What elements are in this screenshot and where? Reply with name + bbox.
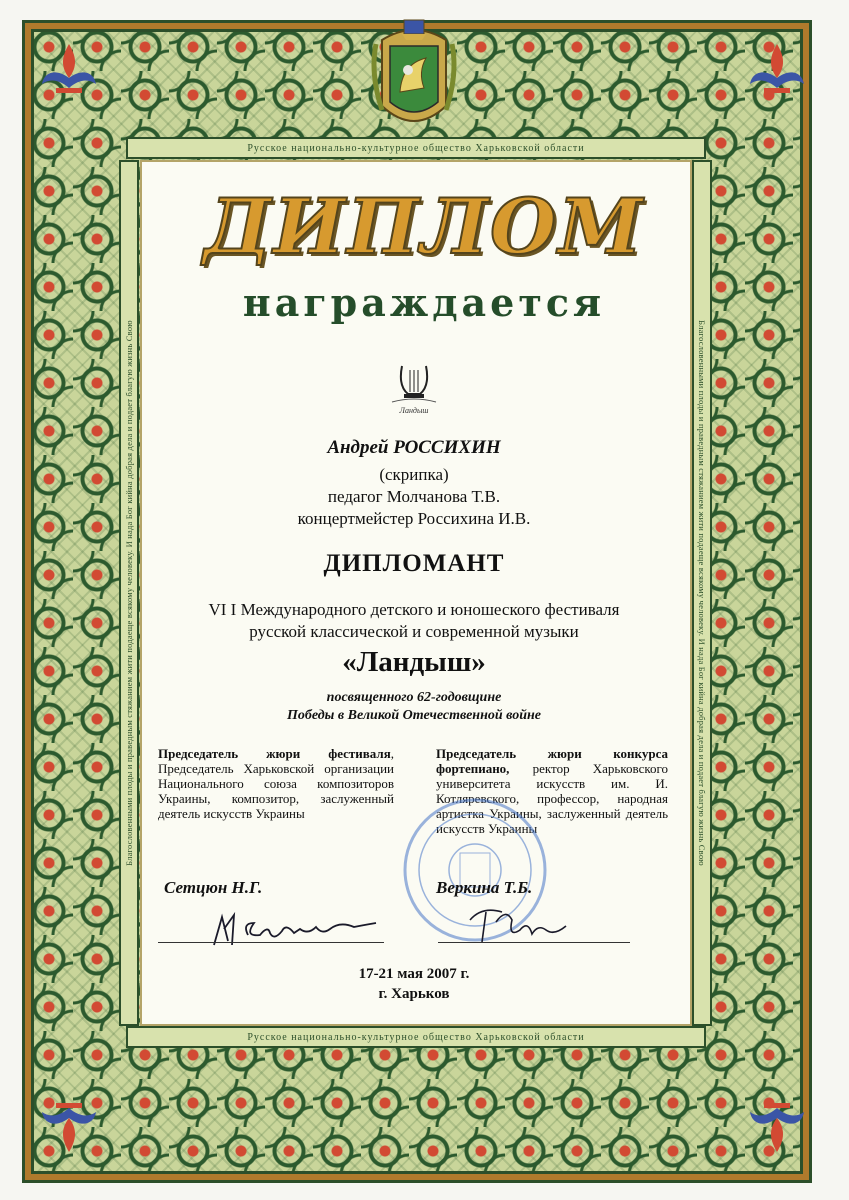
jury-left-block: Председатель жюри фестиваля, Председатель Харьковской организации Национального союза композиторов Украины, композитор, заслуженный деятель искусств Украины (158, 746, 394, 821)
fleur-de-lis-icon (742, 1088, 812, 1158)
frame-right-band (692, 160, 712, 1026)
dedication-line-2: Победы в Великой Отечественной войне (287, 708, 541, 723)
handwritten-signature-left (204, 905, 380, 951)
frame-bottom-band (126, 1026, 706, 1048)
frame-right-band-text: Благословенными плоды и праведным стяжанием жити подаеще всякому человеку. И нада Бог кийна добрая дела и подает благую жизнь Свою (697, 320, 707, 866)
festival-name: «Ландыш» (342, 646, 486, 678)
frame-top-band (126, 137, 706, 159)
fleur-de-lis-icon (34, 38, 104, 108)
dedication-line-1: посвященного 62-годовщине (326, 690, 502, 705)
diploma-subtitle: награждается (242, 280, 606, 325)
recipient-instrument: (скрипка) (379, 465, 449, 484)
signatory-left-name: Сетцюн Н.Г. (164, 878, 263, 897)
frame-left-band-text: Благословенными плоды и праведным стяжанием жити подаеще всякому человеку. И нада Бог кийна добрая дела и подает благую жизнь Свою (124, 320, 134, 866)
festival-line-2: русской классической и современной музыки (249, 622, 579, 641)
frame-bottom-band-text: Русское национально-культурное общество Харьковской области (247, 1031, 585, 1043)
event-date: 17-21 мая 2007 г. (358, 966, 470, 982)
coat-of-arms-icon (368, 14, 460, 138)
recipient-name: Андрей РОССИХИН (327, 437, 501, 458)
fleur-de-lis-icon (34, 1088, 104, 1158)
signature-line-left (158, 942, 384, 943)
frame-left-band (119, 160, 139, 1026)
jury-left-title: Председатель жюри фестиваля (158, 746, 391, 761)
accompanist-line: концертмейстер Россихина И.В. (297, 509, 531, 528)
jury-right-title: Председатель жюри конкурса фортепиано, (436, 746, 668, 776)
festival-line-1: VI I Международного детского и юношеского фестиваля (208, 600, 620, 619)
signatory-right-name: Веркина Т.Б. (436, 878, 533, 897)
signature-line-right (438, 942, 630, 943)
lyre-logo-icon (384, 358, 444, 416)
event-place: г. Харьков (378, 986, 450, 1002)
teacher-line: педагог Молчанова Т.В. (327, 487, 501, 506)
jury-left-text: Председатель Харьковской организации Национального союза композиторов Украины, композитор, заслуженный деятель искусств Украины (158, 761, 394, 821)
award-title: ДИПЛОМАНТ (323, 550, 505, 577)
frame-top-band-text: Русское национально-культурное общество Харьковской области (247, 142, 585, 154)
diploma-title: ДИПЛОМ (203, 182, 645, 271)
jury-right-text: ректор Харьковского университета искусств им. И. Котляревского, профессор, народная артистка Украины, заслуженный деятель искусств Украины (436, 761, 668, 836)
lyre-logo-caption: Ландыш (399, 406, 429, 415)
fleur-de-lis-icon (742, 38, 812, 108)
